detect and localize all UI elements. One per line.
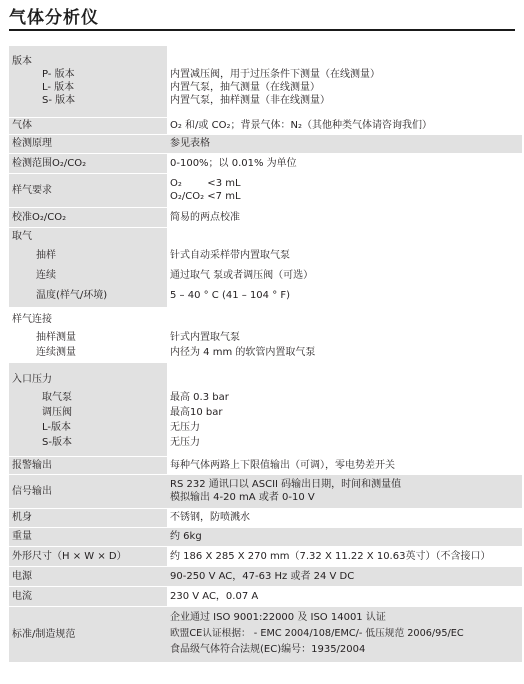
table-row-principle [9,134,522,153]
row-label: 机身 [9,508,167,527]
table-row-connection [9,307,522,362]
value-line: 不锈钢，防喷溅水 [170,512,250,523]
title-divider [9,29,515,31]
value-line: 内置减压阀，用于过压条件下测量（在线测量） [170,69,380,81]
sub-label: 抽样 [36,250,56,261]
row-label: 信号输出 [9,474,167,508]
value-line: 参见表格 [170,138,210,149]
value-line [170,55,519,68]
value-line: 针式自动采样带内置取气泵 [170,250,290,261]
value-line: O₂ <3 mL [170,178,241,189]
value-line: 通过取气 泵或者调压阀（可选） [170,270,314,281]
value-line: O₂ 和/或 CO₂；背景气体：N₂（其他种类气体请咨询我们） [170,120,432,131]
row-value [167,456,522,474]
row-value [167,227,522,307]
sub-label: L- 版本 [42,82,75,94]
sub-label: L-版本 [42,421,72,433]
table-row-version [9,46,522,117]
value-line: 欧盟CE认证根据： - EMC 2004/108/EMC/- 低压规范 2006/95/EC [170,628,464,639]
sub-label: 抽样测量 [36,331,76,343]
value-line: 约 186 X 285 X 270 mm（7.32 X 11.22 X 10.63英寸）（不含接口） [170,550,491,562]
table-row-alarm [9,456,522,474]
row-value [167,546,522,566]
value-line [170,228,519,246]
row-label: 电源 [9,566,167,586]
row-label: 气体 [9,117,167,134]
row-value [167,508,522,527]
row-value [167,566,522,586]
table-row-signal [9,474,522,508]
row-label: 重量 [9,527,167,546]
group-heading: 样气连接 [12,313,52,325]
row-value [167,173,522,207]
sub-label: 连续 [36,270,56,281]
value-line: 无压力 [170,421,200,433]
row-value [167,586,522,606]
sub-label: 调压阀 [42,406,72,418]
value-line: 食品级气体符合法规(EC)编号：1935/2004 [170,644,366,655]
row-value [167,134,522,153]
value-line: 约 6kg [170,531,202,542]
value-line: 无压力 [170,436,200,448]
row-value [167,117,522,134]
row-label: 检测原理 [9,134,167,153]
value-line: 内径为 4 mm 的软管内置取气泵 [170,346,316,358]
row-value [167,527,522,546]
row-value [167,307,522,362]
row-label [9,362,167,456]
value-line: 简易的两点校准 [170,211,240,223]
row-label: 电流 [9,586,167,606]
row-value [167,362,522,456]
row-label: 标准/制造规范 [9,606,167,662]
table-row-sample-requirement [9,173,522,207]
sub-label: S-版本 [42,436,72,448]
value-line: 针式内置取气泵 [170,331,240,343]
row-label [9,227,167,307]
value-line: O₂/CO₂ <7 mL [170,191,241,202]
value-line: 0-100%；以 0.01% 为单位 [170,157,297,169]
row-label [9,307,167,362]
table-row-range [9,153,522,173]
group-heading: 取气 [12,231,32,242]
sub-label: 取气泵 [42,391,72,403]
value-line: RS 232 通讯口以 ASCII 码输出日期，时间和测量值 [170,479,402,490]
value-line: 5 – 40 ° C (41 – 104 ° F) [170,290,291,301]
table-row-dimensions [9,546,522,566]
value-line: 230 V AC，0.07 A [170,590,259,602]
row-value [167,153,522,173]
sub-label: S- 版本 [42,95,76,107]
value-line: 每种气体两路上下限值输出（可调），零电势差开关 [170,459,395,471]
sub-label: 温度(样气/环境) [36,290,108,301]
table-row-gas [9,117,522,134]
table-row-sampling [9,227,522,307]
row-value [167,606,522,662]
row-value [167,474,522,508]
value-line [170,310,519,330]
table-row-power [9,566,522,586]
group-heading: 入口压力 [12,373,52,385]
table-row-calibration [9,207,522,227]
table-row-current [9,586,522,606]
row-label: 校准O₂/CO₂ [9,207,167,227]
page-title: 气体分析仪 [9,8,99,28]
row-value [167,207,522,227]
table-row-body [9,508,522,527]
value-line: 最高 0.3 bar [170,391,229,403]
value-line: 模拟输出 4-20 mA 或者 0-10 V [170,492,315,503]
table-row-standards [9,606,522,662]
value-line [170,369,519,390]
row-label: 检测范围O₂/CO₂ [9,153,167,173]
spec-table [9,46,522,663]
value-line: 90-250 V AC，47-63 Hz 或者 24 V DC [170,570,355,582]
row-value [167,46,522,117]
table-row-inlet-pressure [9,362,522,456]
group-heading: 版本 [12,56,32,68]
sub-label: P- 版本 [42,69,75,81]
value-line: 企业通过 ISO 9001:22000 及 ISO 14001 认证 [170,612,386,623]
row-label: 样气要求 [9,173,167,207]
row-label: 报警输出 [9,456,167,474]
table-row-weight [9,527,522,546]
row-label: 外形尺寸（H × W × D） [9,546,167,566]
value-line: 内置气泵，抽样测量（非在线测量） [170,95,330,107]
value-line: 内置气泵，抽气测量（在线测量） [170,82,320,94]
row-label [9,46,167,117]
value-line: 最高10 bar [170,406,223,418]
sub-label: 连续测量 [36,346,76,358]
